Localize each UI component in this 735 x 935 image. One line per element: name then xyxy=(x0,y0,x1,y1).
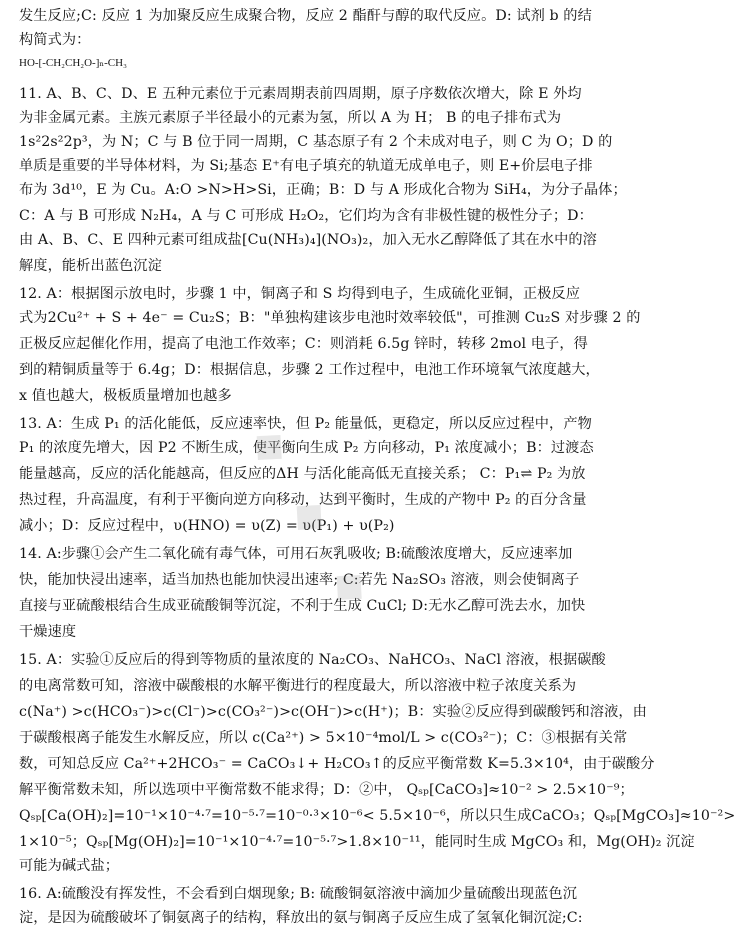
text-line: 的电离常数可知，溶液中碳酸根的水解平衡进行的程度最大，所以溶液中粒子浓度关系为 xyxy=(19,678,577,694)
text-line: 布为 3d¹⁰，E 为 Cu。A:O >N>H>Si，正确；B：D 与 A 形成化合物为 SiH₄，为分子晶体； xyxy=(19,182,627,198)
text-line: 到的精铜质量等于 6.4g；D：根据信息，步骤 2 工作过程中，电池工作环境氧气浓度越大， xyxy=(19,362,600,378)
text-line: C：A 与 B 可形成 N₂H₄，A 与 C 可形成 H₂O₂，它们均为含有非极性键的极性分子；D： xyxy=(19,208,593,224)
text-line: 于碳酸根离子能发生水解反应，所以 c(Ca²⁺) > 5×10⁻⁴mol/L > c(CO₃²⁻)；C：③根据有关常 xyxy=(19,730,628,746)
text-line: 快，能加快浸出速率，适当加热也能加快浸出速率; C:若先 Na₂SO₃ 溶液，则会使铜离子 xyxy=(19,572,580,588)
text-line: 13. A：生成 P₁ 的活化能低，反应速率快，但 P₂ 能量低，更稳定，所以反应过程中，产物 xyxy=(19,416,592,432)
text-line: 16. A:硫酸没有挥发性，不会看到白烟现象; B: 硫酸铜氨溶液中滴加少量硫酸出现蓝色沉 xyxy=(19,886,577,902)
text-line: 干燥速度 xyxy=(19,624,77,640)
text-line: 11. A、B、C、D、E 五种元素位于元素周期表前四周期，原子序数依次增大，除 E 外均 xyxy=(19,86,582,102)
text-line: 15. A：实验①反应后的得到等物质的量浓度的 Na₂CO₃、NaHCO₃、NaCl 溶液，根据碳酸 xyxy=(19,652,606,668)
watermark-glyph: ◆ xyxy=(236,415,298,476)
text-line: 热过程，升高温度，有利于平衡向逆方向移动，达到平衡时，生成的产物中 P₂ 的百分含量 xyxy=(19,492,587,508)
text-line: 由 A、B、C、E 四种元素可组成盐[Cu(NH₃)₄](NO₃)₂，加入无水乙醇降低了其在水中的溶 xyxy=(19,232,597,248)
text-line: P₁ 的浓度先增大，因 P2 不断生成，使平衡向生成 P₂ 方向移动，P₁ 浓度减小；B：过渡态 xyxy=(19,440,594,456)
structural-formula: HO-[-CH₂CH₂O-]ₙ-CH₃ xyxy=(19,57,127,69)
text-line: 1×10⁻⁵；Qₛₚ[Mg(OH)₂]=10⁻¹×10⁻⁴·⁷=10⁻⁵·⁷>1.8×10⁻¹¹，能同时生成 MgCO₃ 和，Mg(OH)₂ 沉淀 xyxy=(19,834,695,850)
text-line: 为非金属元素。主族元素原子半径最小的元素为氢，所以 A 为 H； B 的电子排布式为 xyxy=(19,110,562,126)
text-line: 正极反应起催化作用，提高了电池工作效率；C：则消耗 6.5g 锌时，转移 2mol 电子，得 xyxy=(19,336,588,352)
text-line: 单质是重要的半导体材料，为 Si;基态 E⁺有电子填充的轨道无成单电子，则 E+价层电子排 xyxy=(19,158,593,174)
text-line: 能量越高，反应的活化能越高，但反应的ΔH 与活化能高低无直接关系； C：P₁⇌ P₂ 为放 xyxy=(19,466,586,482)
text-line: 构简式为： xyxy=(19,32,91,48)
text-line: 淀，是因为硫酸破坏了铜氨离子的结构，释放出的氨与铜离子反应生成了氢氧化铜沉淀;C: xyxy=(19,910,583,926)
text-line: 可能为碱式盐； xyxy=(19,858,120,874)
text-line: 解度，能析出蓝色沉淀 xyxy=(19,258,162,274)
text-line: 14. A:步骤①会产生二氧化硫有毒气体，可用石灰乳吸收; B:硫酸浓度增大，反应速率加 xyxy=(19,546,573,562)
watermark-glyph: ◆ xyxy=(276,485,338,546)
text-line: 1s²2s²2p³，为 N；C 与 B 位于同一周期，C 基态原子有 2 个未成对电子，则 C 为 O；D 的 xyxy=(19,134,613,150)
text-line: 解平衡常数未知，所以选项中平衡常数不能求得；D：②中， Qₛₚ[CaCO₃]≈10⁻² > 2.5×10⁻⁹； xyxy=(19,782,634,798)
text-line: 12. A：根据图示放电时，步骤 1 中，铜离子和 S 均得到电子，生成硫化亚铜，正极反应 xyxy=(19,286,580,302)
text-line: 数，可知总反应 Ca²⁺+2HCO₃⁻ = CaCO₃↓+ H₂CO₃↑的反应平衡常数 K=5.3×10⁴，由于碳酸分 xyxy=(19,756,655,772)
text-line: 式为2Cu²⁺ + S + 4e⁻ = Cu₂S；B："单独构建该步电池时效率较低"，可推测 Cu₂S 对步骤 2 的 xyxy=(19,310,641,326)
text-line: c(Na⁺) >c(HCO₃⁻)>c(Cl⁻)>c(CO₃²⁻)>c(OH⁻)>c(H⁺)；B：实验②反应得到碳酸钙和溶液，由 xyxy=(19,704,647,720)
text-line: 发生反应;C: 反应 1 为加聚反应生成聚合物，反应 2 酯酐与醇的取代反应。D: 试剂 b 的结 xyxy=(19,8,592,24)
text-line: Qₛₚ[Ca(OH)₂]=10⁻¹×10⁻⁴·⁷=10⁻⁵·⁷=10⁻⁰·³×10⁻⁶< 5.5×10⁻⁶，所以只生成CaCO₃；Qₛₚ[MgCO₃]≈10⁻²> xyxy=(19,808,735,824)
text-line: x 值也越大，极板质量增加也越多 xyxy=(19,388,232,404)
watermark-glyph: ◆ xyxy=(316,555,378,616)
text-line: 直接与亚硫酸根结合生成亚硫酸铜等沉淀，不利于生成 CuCl; D:无水乙醇可洗去水，加快 xyxy=(19,598,586,614)
text-line: 减小；D：反应过程中，υ(HNO) = υ(Z) = υ(P₁) + υ(P₂) xyxy=(19,518,395,534)
